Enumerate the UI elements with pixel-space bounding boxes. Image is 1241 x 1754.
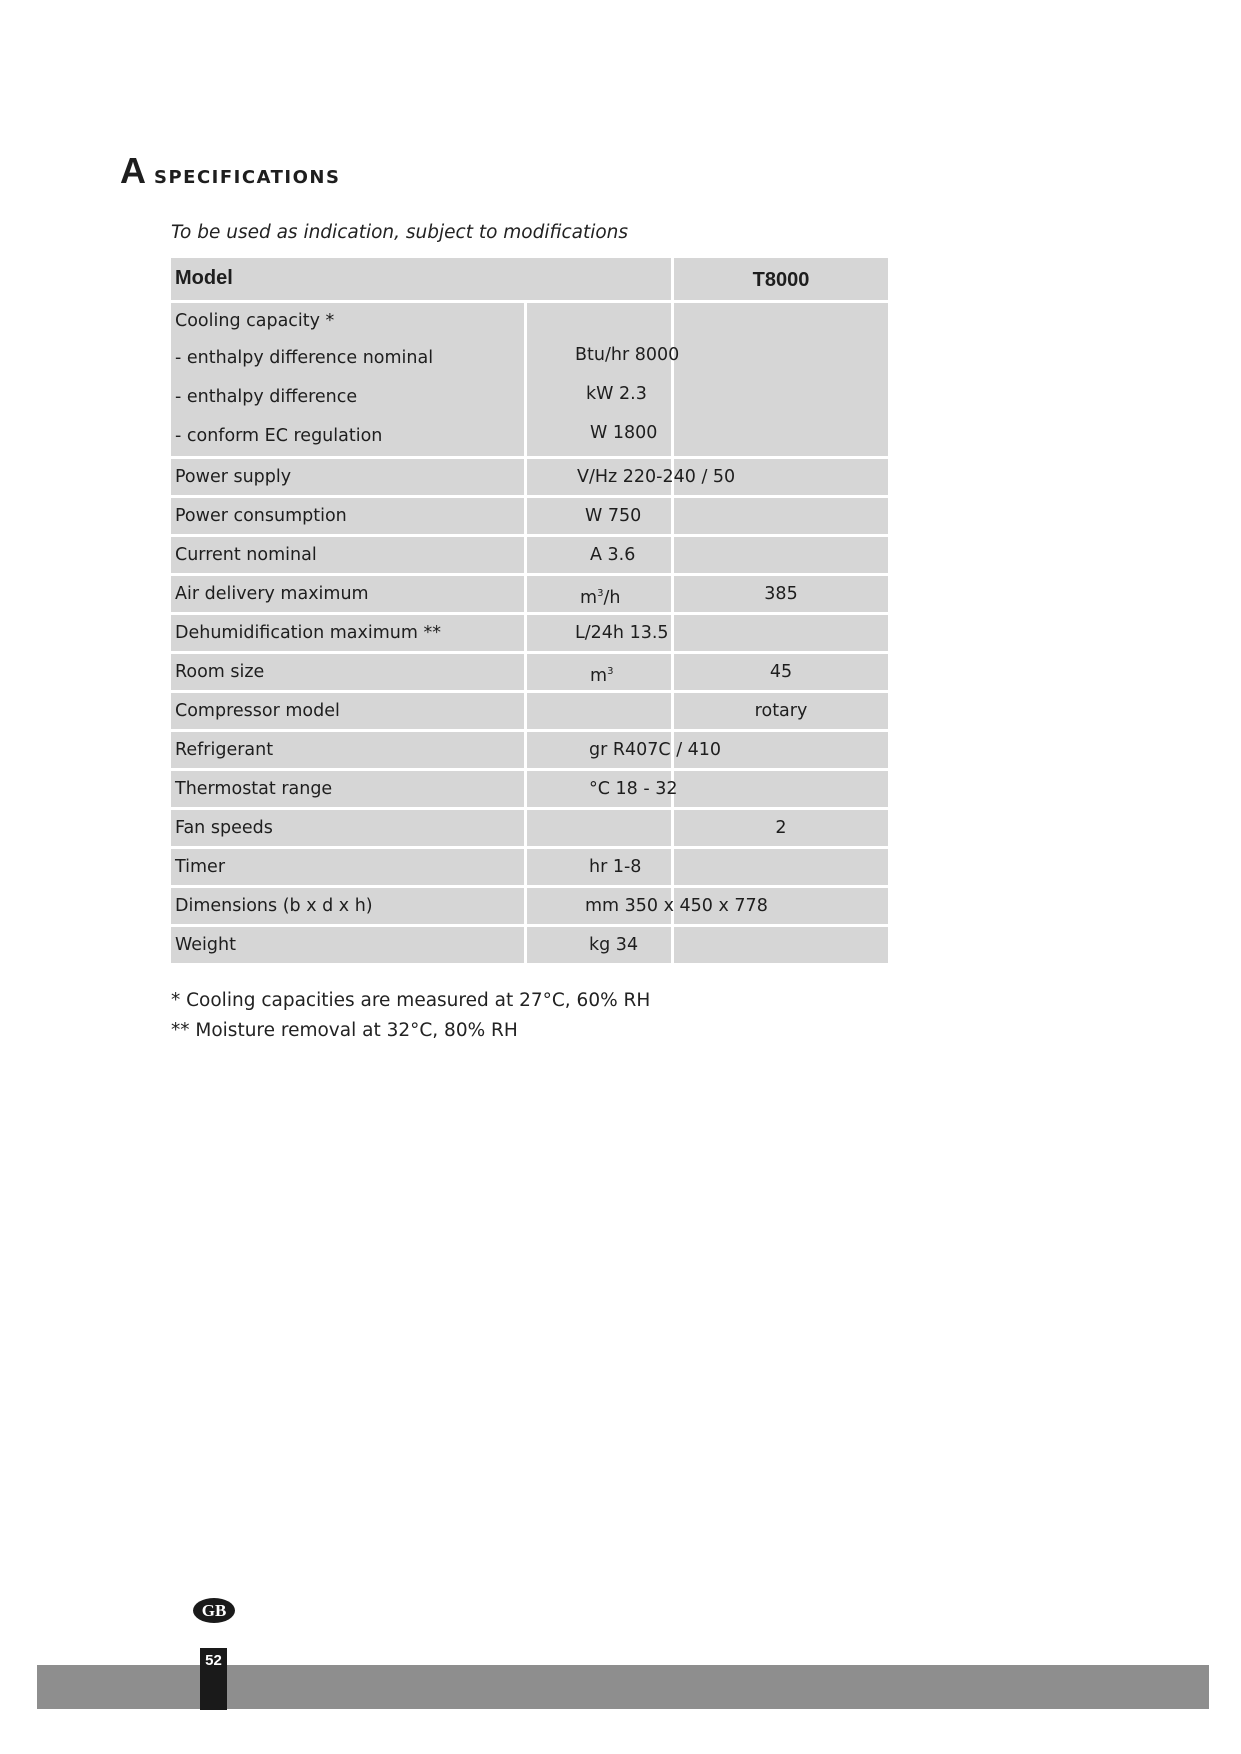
spec-unit-cell bbox=[527, 615, 671, 651]
spec-unit-value bbox=[589, 849, 641, 885]
spec-unit-value bbox=[580, 576, 620, 616]
spec-unit-text: mm 350 x 450 x 778 bbox=[585, 896, 768, 916]
spec-unit-text: hr 1-8 bbox=[589, 857, 642, 877]
spec-label: Air delivery maximum bbox=[171, 576, 524, 612]
spec-model-value: 2 bbox=[674, 810, 888, 846]
spec-label: Fan speeds bbox=[171, 810, 524, 846]
table-row bbox=[171, 576, 891, 612]
spec-unit-value bbox=[590, 537, 635, 573]
spec-unit-cell bbox=[527, 732, 722, 768]
cooling-capacity-label: Cooling capacity * bbox=[175, 311, 335, 331]
spec-model-value bbox=[674, 927, 888, 963]
spec-unit-cell bbox=[527, 771, 678, 807]
table-row bbox=[171, 810, 891, 846]
section-heading bbox=[120, 150, 340, 192]
spec-label: Thermostat range bbox=[171, 771, 524, 807]
table-row bbox=[171, 732, 891, 768]
spec-unit-value bbox=[585, 888, 768, 924]
spec-label: Compressor model bbox=[171, 693, 524, 729]
spec-unit-text: L/24h 13.5 bbox=[575, 623, 669, 643]
model-value: T8000 bbox=[674, 258, 888, 300]
spec-unit-text: A 3.6 bbox=[590, 545, 636, 565]
cooling-line-value: Btu/hr 8000 bbox=[575, 345, 680, 365]
spec-unit-value bbox=[590, 654, 613, 694]
footnote-cooling: * Cooling capacities are measured at 27°C, 60% RH bbox=[171, 990, 651, 1011]
spec-unit-cell bbox=[527, 810, 671, 846]
specifications-table bbox=[171, 258, 891, 966]
cooling-labels bbox=[171, 303, 524, 456]
spec-label: Power consumption bbox=[171, 498, 524, 534]
spec-unit-cell bbox=[527, 537, 671, 573]
spec-rows bbox=[171, 459, 891, 963]
spec-unit-text: °C 18 - 32 bbox=[589, 779, 678, 799]
spec-unit-cell bbox=[527, 576, 671, 612]
spec-label: Current nominal bbox=[171, 537, 524, 573]
cooling-model-cell bbox=[674, 303, 888, 456]
model-label: Model bbox=[171, 258, 671, 300]
page-number: 52 bbox=[200, 1648, 227, 1710]
spec-unit-cell bbox=[527, 927, 671, 963]
spec-unit-cell bbox=[527, 849, 671, 885]
spec-unit-value bbox=[575, 615, 669, 651]
spec-unit-text: W 750 bbox=[585, 506, 642, 526]
section-title: SPECIFICATIONS bbox=[154, 167, 341, 188]
spec-unit-text: kg 34 bbox=[589, 935, 639, 955]
spec-model-value bbox=[674, 498, 888, 534]
cooling-line-value: W 1800 bbox=[590, 423, 658, 443]
spec-model-value bbox=[674, 615, 888, 651]
spec-label: Dehumidification maximum ** bbox=[171, 615, 524, 651]
spec-label: Weight bbox=[171, 927, 524, 963]
spec-unit-text: m bbox=[590, 665, 608, 686]
spec-unit-value bbox=[589, 732, 721, 768]
spec-label: Refrigerant bbox=[171, 732, 524, 768]
spec-model-value: 45 bbox=[674, 654, 888, 690]
spec-model-value bbox=[674, 771, 888, 807]
spec-unit-cell bbox=[527, 654, 671, 690]
table-row bbox=[171, 693, 891, 729]
table-row bbox=[171, 888, 891, 924]
spec-model-value bbox=[674, 537, 888, 573]
unit-suffix: /h bbox=[603, 587, 621, 608]
unit-exponent: 3 bbox=[597, 588, 604, 599]
footnote-moisture: ** Moisture removal at 32°C, 80% RH bbox=[171, 1020, 518, 1041]
table-row bbox=[171, 459, 891, 495]
spec-unit-text: m bbox=[580, 587, 598, 608]
cooling-line-value: kW 2.3 bbox=[586, 384, 647, 404]
table-row bbox=[171, 849, 891, 885]
cooling-line-label: - enthalpy difference bbox=[175, 387, 358, 407]
table-row bbox=[171, 498, 891, 534]
section-letter: A bbox=[120, 150, 146, 191]
language-badge: GB bbox=[193, 1598, 235, 1623]
table-row bbox=[171, 615, 891, 651]
spec-unit-text: V/Hz 220-240 / 50 bbox=[577, 467, 736, 487]
cooling-line-label: - enthalpy difference nominal bbox=[175, 348, 434, 368]
spec-unit-value bbox=[589, 771, 678, 807]
spec-unit-cell bbox=[527, 888, 768, 924]
table-row bbox=[171, 654, 891, 690]
table-header-row bbox=[171, 258, 891, 300]
spec-model-value bbox=[674, 849, 888, 885]
table-row bbox=[171, 537, 891, 573]
spec-label: Power supply bbox=[171, 459, 524, 495]
unit-exponent: 3 bbox=[607, 666, 614, 677]
spec-unit-text: gr R407C / 410 bbox=[589, 740, 722, 760]
indication-note: To be used as indication, subject to modifications bbox=[171, 222, 629, 243]
spec-unit-cell bbox=[527, 498, 671, 534]
spec-label: Room size bbox=[171, 654, 524, 690]
table-row bbox=[171, 927, 891, 963]
cooling-capacity-group bbox=[171, 303, 891, 456]
cooling-units bbox=[527, 303, 680, 456]
spec-model-value: rotary bbox=[674, 693, 888, 729]
spec-unit-cell bbox=[527, 693, 671, 729]
cooling-line-label: - conform EC regulation bbox=[175, 426, 383, 446]
spec-unit-value bbox=[577, 459, 735, 495]
spec-model-value: 385 bbox=[674, 576, 888, 612]
spec-label: Dimensions (b x d x h) bbox=[171, 888, 524, 924]
spec-unit-cell bbox=[527, 459, 736, 495]
spec-label: Timer bbox=[171, 849, 524, 885]
spec-unit-value bbox=[589, 927, 638, 963]
table-row bbox=[171, 771, 891, 807]
spec-unit-value bbox=[585, 498, 641, 534]
